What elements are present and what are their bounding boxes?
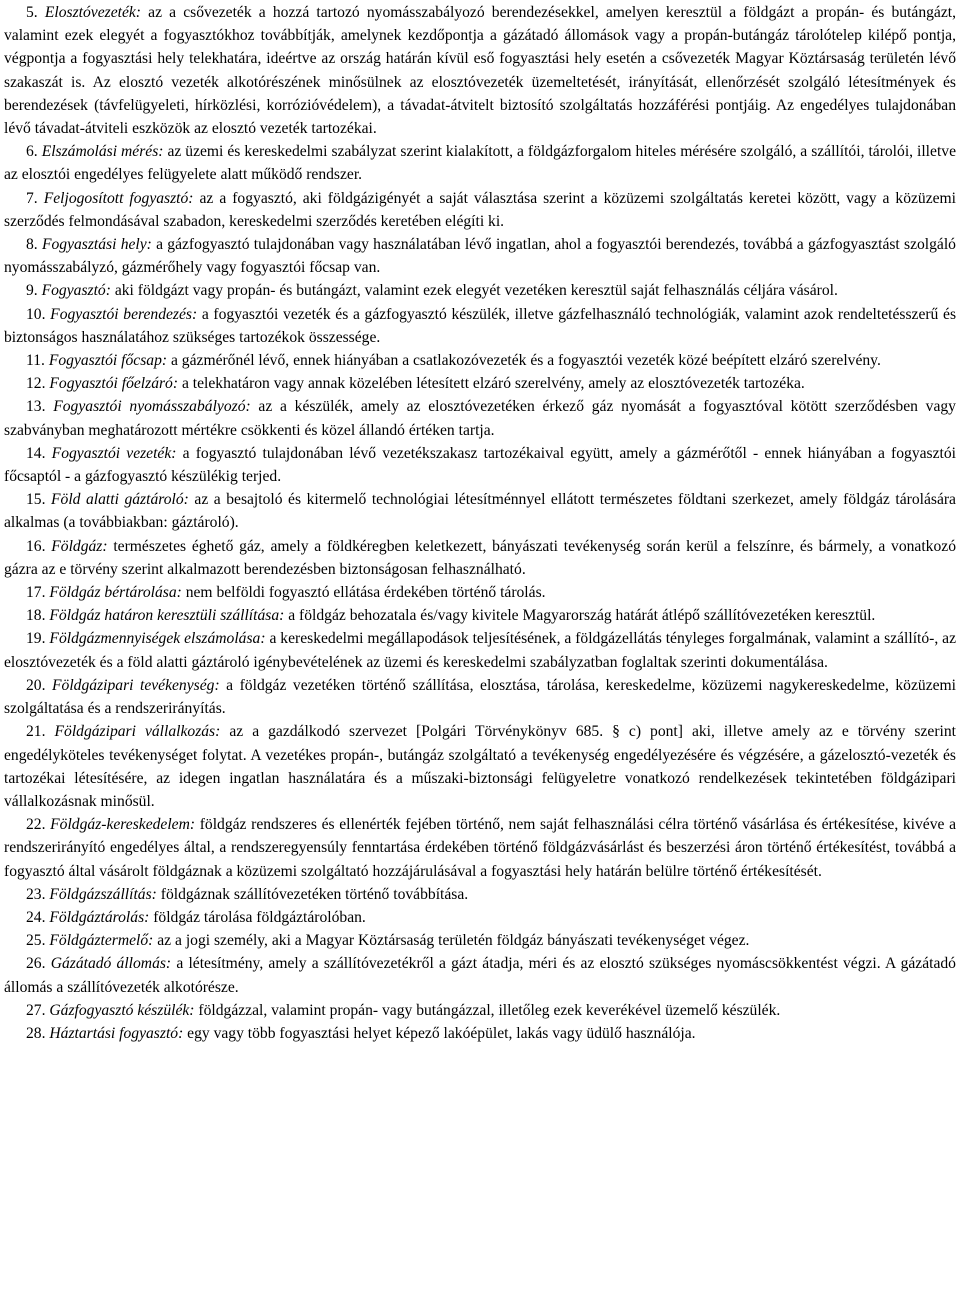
definition-term: Fogyasztó: [41,282,111,300]
definition-text: egy vagy több fogyasztási helyet képező lakóépület, lakás vagy üdülő használója. [187,1024,696,1042]
definition-number: 15. [26,491,46,509]
definition-text: a földgáz behozatala és/vagy kivitele Magyarország határát átlépő szállítóvezetéken keresztül. [288,607,876,625]
definition-term: Fogyasztói berendezés: [50,305,198,323]
definition-number: 28. [26,1024,46,1042]
definition-paragraph [4,906,956,929]
definition-paragraph [4,720,956,813]
definition-term: Földgáz: [51,537,108,555]
definition-text: a telekhatáron vagy annak közelében létesített elzáró szerelvény, amely az elosztóvezeték tartozéka. [181,375,805,393]
definition-text: az üzemi és kereskedelmi szabályzat szerint kialakított, a földgázforgalom hiteles mérésére szolgáló, a szállítói, tárolói, illetve az elosztói engedélyes felügyelete alatt működő rendszer. [4,143,956,184]
definition-paragraph [4,674,956,720]
definition-term: Földgáz határon keresztüli szállítása: [49,607,285,625]
definition-text: az a csővezeték a hozzá tartozó nyomásszabályozó berendezésekkel, amelyen keresztül a földgázt a propán- és butángázt, valamint ezek elegyét a fogyasztókhoz továbbítják, amelynek kezdőpontja a gázátadó állomások vagy a propán-butángáz tárolótelep kilépő pontja, végpontja a fogyasztási hely telekhatára, ideértve az ország határán kívül eső fogyasztási hely esetén a csővezeték Magyar Köztársaság területén lévő szakaszát is. Az elosztó vezeték alkotórészének minősülnek az elosztóvezeték üzemeltetését, irányítását, ellenőrzését szolgáló létesítmények és berendezések (távfelügyeleti, hírközlési, korrózióvédelem), a távadat-átvitelt biztosító szolgáltatás hozzáférési pontjáig. Az engedélyes tulajdonában lévő távadat-átviteli eszközök az elosztó vezeték tartozékai. [4,4,957,138]
definition-term: Fogyasztói vezeték: [51,444,177,462]
definition-paragraph [4,929,956,952]
definition-number: 22. [26,816,46,834]
definition-paragraph [4,604,956,627]
definition-number: 20. [26,676,46,694]
definition-number: 18. [26,607,46,625]
definition-term: Földgázmennyiségek elszámolása: [49,630,266,648]
definition-text: az a készülék, amely az elosztóvezetéken érkező gáz nyomását a fogyasztóval kötött szerződésben vagy szabványban meghatározott mértékre csökkenti és közel állandó értéken tartja. [4,398,956,439]
definition-number: 9. [26,282,38,300]
definition-text: a gázmérőnél lévő, ennek hiányában a csatlakozóvezeték és a fogyasztói vezeték közé beépített elzáró szerelvény. [170,352,881,370]
definition-number: 27. [26,1001,46,1019]
definition-paragraph [4,535,956,581]
definition-paragraph [4,952,956,998]
definition-paragraph [4,395,956,441]
definition-term: Elszámolási mérés: [41,143,164,161]
definition-paragraph [4,140,956,186]
definition-term: Fogyasztási hely: [41,236,152,254]
definition-term: Földgázipari vállalkozás: [54,723,221,741]
definition-text: az a besajtoló és kitermelő technológiai létesítménnyel ellátott természetes földtani szerkezet, amely földgáz tárolására alkalmas (a továbbiakban: gáztároló). [4,491,956,532]
definition-term: Fogyasztói főelzáró: [49,375,179,393]
definition-paragraph [4,627,956,673]
definition-number: 10. [26,305,46,323]
definition-paragraph [4,303,956,349]
definition-number: 25. [26,932,46,950]
definition-number: 23. [26,885,46,903]
definition-number: 11. [26,352,45,370]
definition-paragraph [4,187,956,233]
definition-text: földgázzal, valamint propán- vagy butángázzal, illetőleg ezek keverékével üzemelő készülék. [198,1001,781,1019]
definition-number: 12. [26,375,46,393]
definition-term: Fogyasztói nyomásszabályozó: [53,398,251,416]
definition-text: a földgáz vezetéken történő szállítása, elosztása, tárolása, kereskedelme, közüzemi nagykereskedelme, közüzemi szolgáltatása és a rendszerirányítás. [4,676,956,718]
definition-term: Feljogosított fogyasztó: [43,189,194,207]
definition-term: Fogyasztói főcsap: [48,352,168,370]
definition-term: Földgáztermelő: [49,932,154,950]
definition-term: Földgáz bértárolása: [49,584,182,602]
definition-text: aki földgázt vagy propán- és butángázt, valamint ezek elegyét vezetéken keresztül saját felhasználás céljára vásárol. [114,282,838,300]
definition-term: Földgáztárolás: [49,908,150,926]
definition-paragraph [4,813,956,883]
definition-text: a kereskedelmi megállapodások teljesítésének, a földgázellátás tényleges forgalmának, valamint a szállító-, az elosztóvezeték és a föld alatti gáztároló igénybevételének az üzemi és kereskedelmi szabályzatban foglaltak szerinti dokumentálása. [4,630,957,671]
definition-term: Gázfogyasztó készülék: [49,1001,195,1019]
definition-text: a létesítmény, amely a szállítóvezetékről a gázt átadja, méri és az elosztó szükséges nyomáscsökkentést végzi. A gázátadó állomás a szállítóvezeték alkotórésze. [4,955,956,996]
definition-term: Elosztóvezeték: [44,4,141,21]
definition-text: nem belföldi fogyasztó ellátása érdekében történő tárolás. [185,584,546,602]
document-page [4,1,956,1045]
definition-number: 6. [26,143,38,161]
definition-number: 24. [26,908,46,926]
definition-paragraph [4,883,956,906]
definition-paragraph [4,349,956,372]
definition-text: földgáznak szállítóvezetéken történő továbbítása. [160,885,469,903]
definition-paragraph [4,1,956,140]
definition-number: 7. [26,189,38,207]
definition-paragraph [4,233,956,279]
definition-paragraph [4,488,956,534]
definition-number: 8. [26,236,38,254]
definition-text: a gázfogyasztó tulajdonában vagy használatában lévő ingatlan, ahol a fogyasztói berendezés, továbbá a gázfogyasztást szolgáló nyomásszabályzó, gázmérőhely vagy fogyasztói főcsap van. [4,236,956,277]
definition-term: Földgáz-kereskedelem: [50,816,196,834]
definition-term: Földgázipari tevékenység: [52,676,220,694]
definition-paragraph [4,442,956,488]
definition-number: 13. [26,398,46,416]
definition-term: Földgázszállítás: [49,885,157,903]
definition-paragraph [4,279,956,302]
definition-text: a fogyasztói vezeték és a gázfogyasztó készülék, illetve gázfelhasználó technológiák, valamint azok rendeltetésszerű és biztonságos használatához szükséges tartozékok összessége. [4,305,957,346]
definition-text: természetes éghető gáz, amely a földkéregben keletkezett, bányászati tevékenység során kerül a felszínre, és bármely, a vonatkozó gázra az e törvény szerint alkalmazott berendezésben biztonságosan felhasználható. [4,537,956,578]
definition-term: Háztartási fogyasztó: [49,1024,184,1042]
definition-number: 16. [26,537,46,555]
definition-text: az a fogyasztó, aki földgázigényét a saját választása szerint a közüzemi szolgáltatás keretei között, vagy a közüzemi szerződés felmondásával szabadon, kereskedelmi szerződés keretében elégíti ki. [4,189,957,230]
definition-text: az a jogi személy, aki a Magyar Köztársaság területén földgáz bányászati tevékenységet végez. [157,932,750,950]
definition-paragraph [4,999,956,1022]
definition-text: az a gazdálkodó szervezet [Polgári Törvénykönyv 685. § c) pont] aki, illetve amely az e törvény szerint engedélyköteles tevékenységet folytat. A vezetékes propán-, butángáz szolgáltató a tevékenység engedélyezésére és végzésére, a gázelosztó-vezeték és tartozékai létesítésére, az idegen ingatlan használatára és a műszaki-biztonsági felügyeletre vonatkozó rendelkezések tekintetében földgázipari vállalkozásnak minősül. [4,723,956,810]
definition-number: 19. [26,630,46,648]
definition-number: 21. [26,723,46,741]
definition-number: 14. [26,444,46,462]
definition-term: Föld alatti gáztároló: [51,491,189,509]
definition-number: 17. [26,584,46,602]
definition-number: 26. [26,955,46,973]
definition-text: a fogyasztó tulajdonában lévő vezetékszakasz tartozékaival együtt, amely a gázmérőtől - ennek hiányában a fogyasztói főcsaptól - a gázfogyasztó készülékig terjed. [4,444,956,486]
definition-paragraph [4,581,956,604]
definition-text: földgáz rendszeres és ellenérték fejében történő, nem saját felhasználási célra történő vásárlása és értékesítése, kivéve a rendszerirányító engedélyes által, a rendszeregyensúly fenntartása érdekében történő földgázvásárlást és beszerzési áron történő értékesítést, továbbá a fogyasztó által vásárolt földgáznak a közüzemi szolgáltató hozzájárulásával a fogyasztási hely határán belülre történő értékesítését. [4,816,957,880]
definition-paragraph [4,1022,956,1045]
definition-paragraph [4,372,956,395]
definition-term: Gázátadó állomás: [50,955,172,973]
definition-number: 5. [26,4,38,21]
definition-text: földgáz tárolása földgáztárolóban. [153,908,366,926]
